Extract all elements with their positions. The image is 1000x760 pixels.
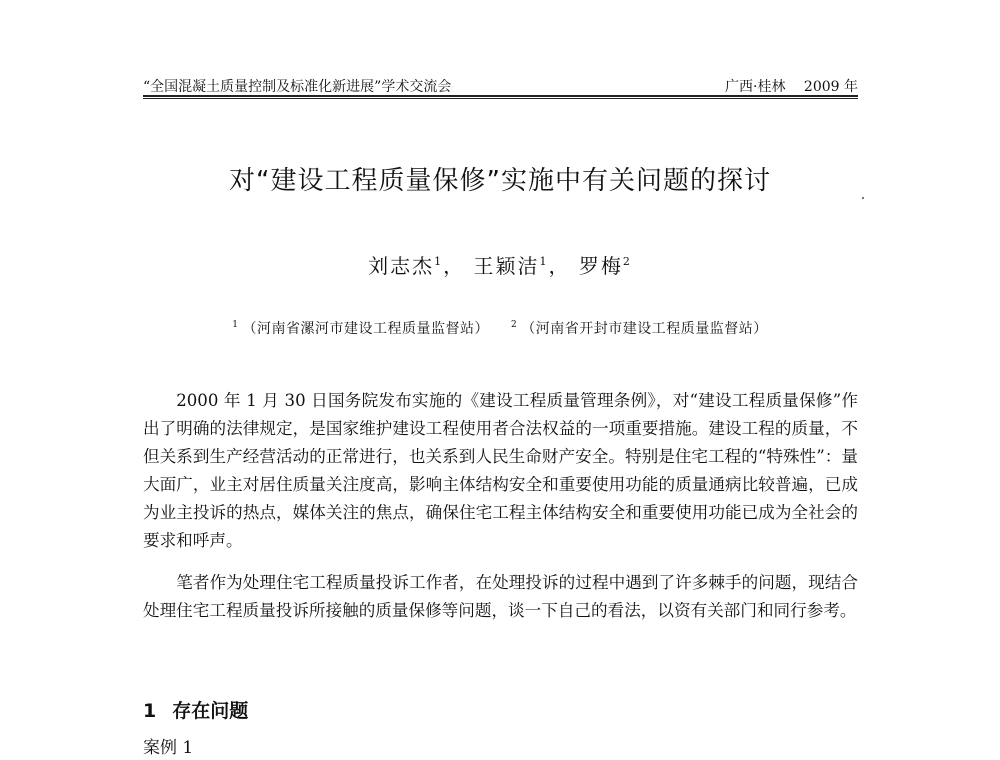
affiliation-list <box>0 318 1000 338</box>
author-affiliation-mark: 2 <box>622 255 630 269</box>
header-year: 2009 年 <box>803 79 858 95</box>
author-affiliation-mark: 1 <box>434 255 442 269</box>
header-location-year <box>719 76 858 96</box>
running-header <box>143 72 858 96</box>
paper-title: 对“建设工程质量保修”实施中有关问题的探讨 <box>229 166 771 196</box>
affiliation-mark: 1 <box>232 320 239 331</box>
author-name: 罗梅 <box>578 254 623 278</box>
author-list: 刘志杰$^1$ ， 王颖洁$^1$ ， 罗梅$^2$ <box>368 254 630 278</box>
body-paragraph: 笔者作为处理住宅工程质量投诉工作者，在处理投诉的过程中遇到了许多棘手的问题，现结合处理住宅工程质量投诉所接触的质量保修等问题，谈一下自己的看法，以资有关部门和同行参考。 <box>143 573 858 620</box>
affiliation-mark: 2 <box>511 320 518 331</box>
conference-name: “全国混凝土质量控制及标准化新进展”学术交流会 <box>143 79 452 95</box>
case-label: 案例 1 <box>143 738 194 758</box>
author-name: 刘志杰 <box>368 254 435 278</box>
author-affiliation-mark: 1 <box>539 255 547 269</box>
scan-speck <box>862 197 864 199</box>
header-rule-thin <box>143 98 858 99</box>
header-location: 广西·桂林 <box>725 79 786 95</box>
affiliation-text: （河南省开封市建设工程质量监督站） <box>521 321 768 337</box>
section-title: 存在问题 <box>172 700 249 722</box>
author-name: 王颖洁 <box>473 254 540 278</box>
affiliation-text: （河南省漯河市建设工程质量监督站） <box>242 321 489 337</box>
section-number: 1 <box>143 700 157 722</box>
header-rule <box>143 95 858 97</box>
body-paragraph: 2000 年 1 月 30 日国务院发布实施的《建设工程质量管理条例》，对“建设工程质量保修”作出了明确的法律规定，是国家维护建设工程使用者合法权益的一项重要措施。建设工程的质量，不但关系到生产经营活动的正常进行，也关系到人民生命财产安全。特别是住宅工程的“特殊性”：量大面广，业主对居住质量关注度高，影响主体结构安全和重要使用功能的质量通病比较普遍，已成为业主投诉的热点，媒体关注的焦点，确保住宅工程主体结构安全和重要使用功能已成为全社会的要求和呼声。 <box>143 391 858 550</box>
section-heading <box>143 696 248 723</box>
